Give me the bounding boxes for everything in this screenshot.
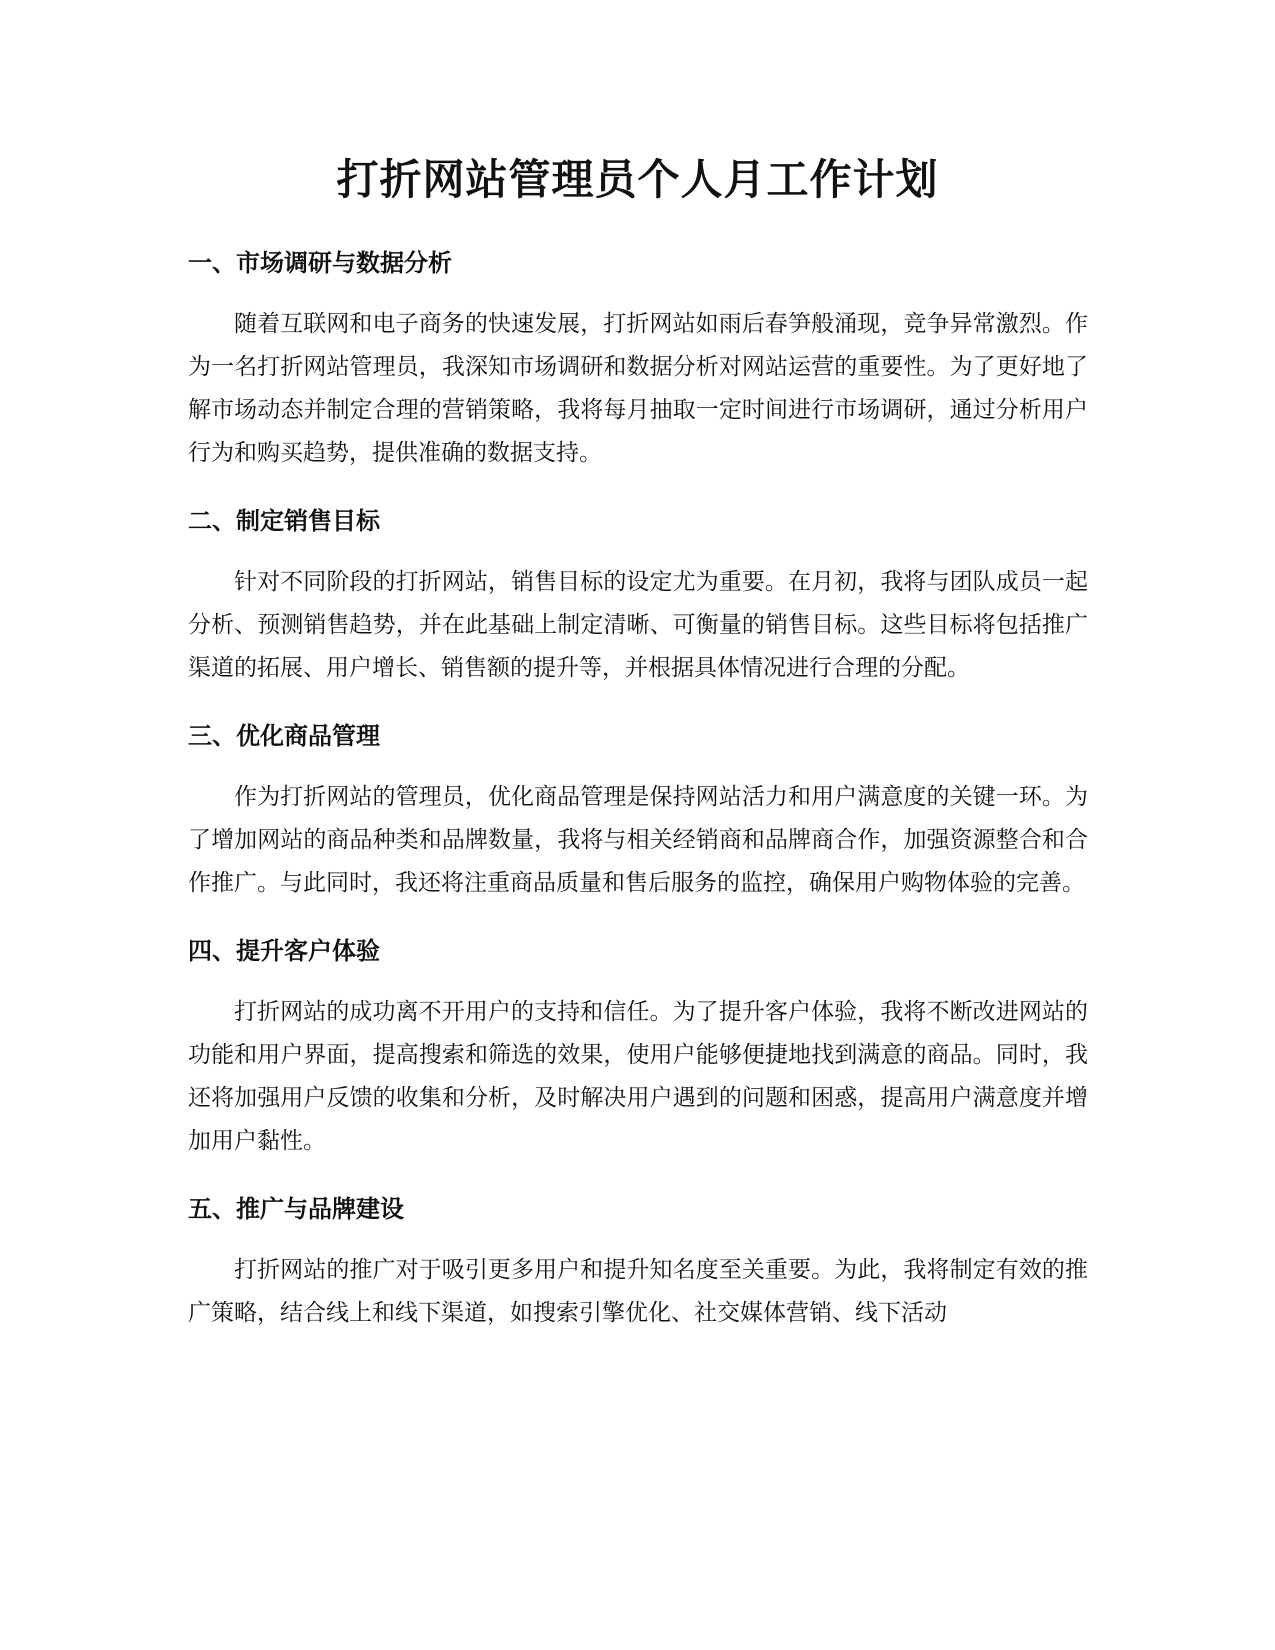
section-paragraph: 打折网站的成功离不开用户的支持和信任。为了提升客户体验，我将不断改进网站的功能和用户界面，提高搜索和筛选的效果，使用户能够便捷地找到满意的商品。同时，我还将加强用户反馈的收集和分析，及时解决用户遇到的问题和困惑，提高用户满意度并增加用户黏性。: [188, 999, 1088, 1154]
section-paragraph: 随着互联网和电子商务的快速发展，打折网站如雨后春笋般涌现，竞争异常激烈。作为一名打折网站管理员，我深知市场调研和数据分析对网站运营的重要性。为了更好地了解市场动态并制定合理的营销策略，我将每月抽取一定时间进行市场调研，通过分析用户行为和购买趋势，提供准确的数据支持。: [188, 311, 1088, 466]
section-heading: 四、提升客户体验: [188, 937, 380, 965]
document-body: [188, 243, 1088, 1361]
section-paragraph: 针对不同阶段的打折网站，销售目标的设定尤为重要。在月初，我将与团队成员一起分析、预测销售趋势，并在此基础上制定清晰、可衡量的销售目标。这些目标将包括推广渠道的拓展、用户增长、销售额的提升等，并根据具体情况进行合理的分配。: [188, 569, 1088, 681]
section-sales-goals: [188, 501, 1088, 690]
section-promotion-branding: [188, 1189, 1088, 1335]
section-heading: 二、制定销售目标: [188, 507, 380, 535]
section-product-management: [188, 716, 1088, 905]
section-heading: 三、优化商品管理: [188, 722, 380, 750]
section-heading: 五、推广与品牌建设: [188, 1195, 404, 1223]
section-customer-experience: [188, 931, 1088, 1163]
document-title: 打折网站管理员个人月工作计划: [336, 155, 939, 204]
section-market-research: [188, 243, 1088, 475]
section-paragraph: 打折网站的推广对于吸引更多用户和提升知名度至关重要。为此，我将制定有效的推广策略，结合线上和线下渠道，如搜索引擎优化、社交媒体营销、线下活动: [188, 1257, 1088, 1326]
section-paragraph: 作为打折网站的管理员，优化商品管理是保持网站活力和用户满意度的关键一环。为了增加网站的商品种类和品牌数量，我将与相关经销商和品牌商合作，加强资源整合和合作推广。与此同时，我还将注重商品质量和售后服务的监控，确保用户购物体验的完善。: [188, 784, 1088, 896]
section-heading: 一、市场调研与数据分析: [188, 249, 452, 277]
